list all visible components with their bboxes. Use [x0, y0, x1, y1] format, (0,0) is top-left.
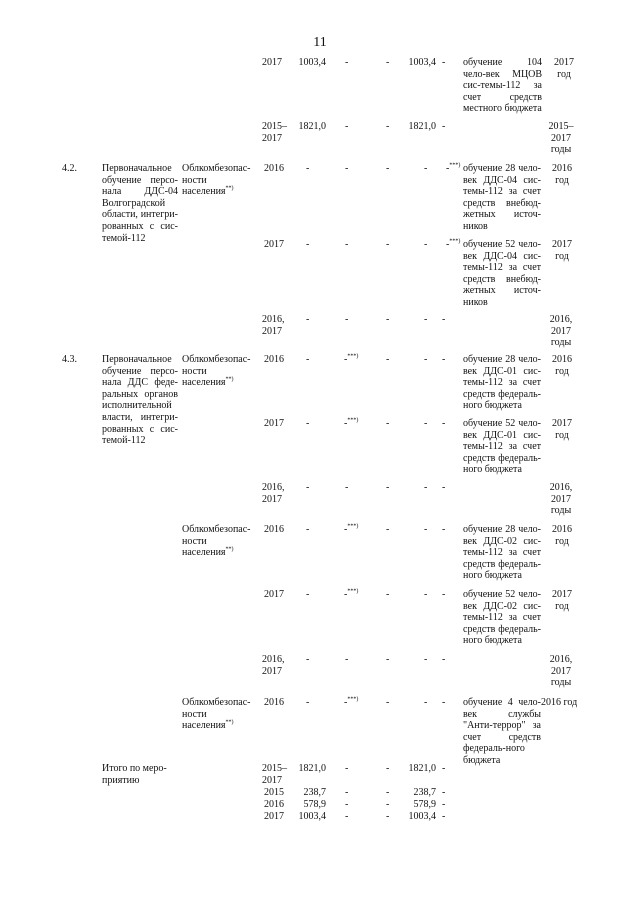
year-cell: 2016: [264, 354, 284, 365]
year-cell: 2017: [262, 57, 282, 68]
dash-cell: -: [424, 697, 428, 708]
result-cell: 2016 год: [552, 354, 572, 377]
dash-cell: -: [442, 811, 446, 822]
dash-cell: -: [442, 697, 446, 708]
dash-cell: -: [386, 799, 390, 810]
dash-cell: -***): [344, 353, 359, 365]
total-label: Итого по меро-приятию: [102, 763, 167, 786]
dash-cell: -: [306, 163, 310, 174]
dash-cell: -: [345, 787, 349, 798]
dash-cell: -: [386, 57, 390, 68]
dash-cell: -: [442, 799, 446, 810]
dash-cell: -: [306, 697, 310, 708]
dash-cell: -: [345, 811, 349, 822]
result-cell: 2017 год: [552, 239, 572, 262]
total-cell: 1821,0: [298, 121, 326, 132]
dash-cell: -: [424, 314, 428, 325]
result-cell: 2016 год: [541, 697, 578, 708]
dash-cell: -: [424, 654, 428, 665]
description-cell: обучение 52 чело-век ДДС-01 сис-темы-112 за счет средств федераль-ного бюджета: [463, 418, 541, 476]
dash-cell: -: [386, 589, 390, 600]
description-cell: обучение 28 чело-век ДДС-04 сис-темы-112 за счет средств внебюд-жетных источ-ников: [463, 163, 541, 232]
local-budget-cell: 238,7: [413, 787, 436, 798]
page-number: 11: [313, 35, 327, 50]
dash-cell: -: [386, 354, 390, 365]
dash-cell: -: [442, 787, 446, 798]
dash-cell: -: [306, 354, 310, 365]
dash-cell: -: [442, 763, 446, 774]
result-cell: 2016, 2017 годы: [549, 314, 573, 349]
dash-cell: -: [442, 589, 446, 600]
dash-cell: -: [345, 121, 349, 132]
dash-cell: -: [345, 482, 349, 493]
dash-cell: -: [386, 121, 390, 132]
dash-cell: -: [345, 314, 349, 325]
year-cell: 2015: [264, 787, 284, 798]
local-budget-cell: 1003,4: [408, 57, 436, 68]
dash-cell: -: [442, 314, 446, 325]
dash-cell: -: [424, 163, 428, 174]
total-cell: 238,7: [303, 787, 326, 798]
dash-cell: -: [306, 654, 310, 665]
year-cell: 2016, 2017: [262, 654, 285, 677]
responsible-cell: Облкомбезопас-ности населения**): [182, 163, 251, 198]
dash-cell: -***): [446, 162, 461, 174]
result-cell: 2016, 2017 годы: [549, 654, 573, 689]
year-cell: 2017: [264, 418, 284, 429]
dash-cell: -: [424, 524, 428, 535]
dash-cell: -: [345, 239, 349, 250]
dash-cell: -: [442, 654, 446, 665]
dash-cell: -: [345, 654, 349, 665]
dash-cell: -: [386, 239, 390, 250]
description-cell: обучение 4 чело-век службы "Анти-террор" за счет средств федераль-ного бюджета: [463, 697, 541, 766]
dash-cell: -: [424, 239, 428, 250]
item-number: 4.2.: [62, 163, 77, 174]
description-cell: обучение 104 чело-век МЦОВ сис-темы-112 за счет средств местного бюджета: [463, 57, 542, 115]
dash-cell: -: [442, 354, 446, 365]
local-budget-cell: 1821,0: [408, 121, 436, 132]
dash-cell: -: [306, 524, 310, 535]
total-cell: 1821,0: [298, 763, 326, 774]
dash-cell: -: [306, 589, 310, 600]
dash-cell: -: [345, 799, 349, 810]
result-cell: 2017 год: [552, 589, 572, 612]
dash-cell: -: [386, 787, 390, 798]
dash-cell: -: [306, 314, 310, 325]
local-budget-cell: 1821,0: [408, 763, 436, 774]
year-cell: 2016, 2017: [262, 314, 285, 337]
year-cell: 2017: [264, 589, 284, 600]
year-cell: 2016: [264, 163, 284, 174]
dash-cell: -: [442, 121, 446, 132]
year-cell: 2016: [264, 697, 284, 708]
dash-cell: -: [442, 418, 446, 429]
dash-cell: -: [424, 589, 428, 600]
item-name: Первоначальное обучение персо-нала ДДС феде-ральных органов исполнительной власти, интегри-рованных с сис-темой-112: [102, 354, 178, 447]
result-cell: 2016, 2017 годы: [549, 482, 573, 517]
dash-cell: -: [386, 482, 390, 493]
dash-cell: -: [442, 482, 446, 493]
local-budget-cell: 1003,4: [408, 811, 436, 822]
dash-cell: -***): [344, 417, 359, 429]
item-name: Первоначальное обучение персо-нала ДДС-04 Волгоградской области, интегри-рованных с сис-темой-112: [102, 163, 178, 244]
description-cell: обучение 52 чело-век ДДС-02 сис-темы-112 за счет средств федераль-ного бюджета: [463, 589, 541, 647]
year-cell: 2016: [264, 799, 284, 810]
dash-cell: -***): [446, 238, 461, 250]
responsible-cell: Облкомбезопас-ности населения**): [182, 524, 251, 559]
dash-cell: -: [345, 163, 349, 174]
dash-cell: -: [442, 57, 446, 68]
total-cell: 1003,4: [298, 811, 326, 822]
local-budget-cell: 578,9: [413, 799, 436, 810]
responsible-cell: Облкомбезопас-ности населения**): [182, 354, 251, 389]
description-cell: обучение 28 чело-век ДДС-01 сис-темы-112 за счет средств федераль-ного бюджета: [463, 354, 541, 412]
result-cell: 2017 год: [552, 418, 572, 441]
description-cell: обучение 52 чело-век ДДС-04 сис-темы-112 за счет средств внебюд-жетных источ-ников: [463, 239, 541, 308]
result-cell: 2015–2017 годы: [548, 121, 574, 156]
dash-cell: -***): [344, 588, 359, 600]
dash-cell: -: [386, 524, 390, 535]
description-cell: обучение 28 чело-век ДДС-02 сис-темы-112 за счет средств федераль-ного бюджета: [463, 524, 541, 582]
total-cell: 1003,4: [298, 57, 326, 68]
result-cell: 2016 год: [552, 163, 572, 186]
dash-cell: -: [306, 418, 310, 429]
dash-cell: -: [306, 482, 310, 493]
dash-cell: -: [345, 763, 349, 774]
dash-cell: -: [386, 163, 390, 174]
result-cell: 2017 год: [554, 57, 574, 80]
responsible-cell: Облкомбезопас-ности населения**): [182, 697, 251, 732]
dash-cell: -: [386, 763, 390, 774]
total-cell: 578,9: [303, 799, 326, 810]
dash-cell: -: [306, 239, 310, 250]
year-cell: 2015–2017: [262, 763, 287, 786]
year-cell: 2016: [264, 524, 284, 535]
dash-cell: -: [386, 418, 390, 429]
dash-cell: -: [386, 811, 390, 822]
year-cell: 2015–2017: [262, 121, 287, 144]
dash-cell: -: [386, 654, 390, 665]
dash-cell: -***): [344, 523, 359, 535]
dash-cell: -: [442, 524, 446, 535]
item-number: 4.3.: [62, 354, 77, 365]
result-cell: 2016 год: [552, 524, 572, 547]
year-cell: 2016, 2017: [262, 482, 285, 505]
dash-cell: -: [424, 482, 428, 493]
year-cell: 2017: [264, 239, 284, 250]
dash-cell: -: [424, 418, 428, 429]
dash-cell: -: [345, 57, 349, 68]
dash-cell: -: [424, 354, 428, 365]
dash-cell: -: [386, 314, 390, 325]
year-cell: 2017: [264, 811, 284, 822]
dash-cell: -***): [344, 696, 359, 708]
dash-cell: -: [386, 697, 390, 708]
